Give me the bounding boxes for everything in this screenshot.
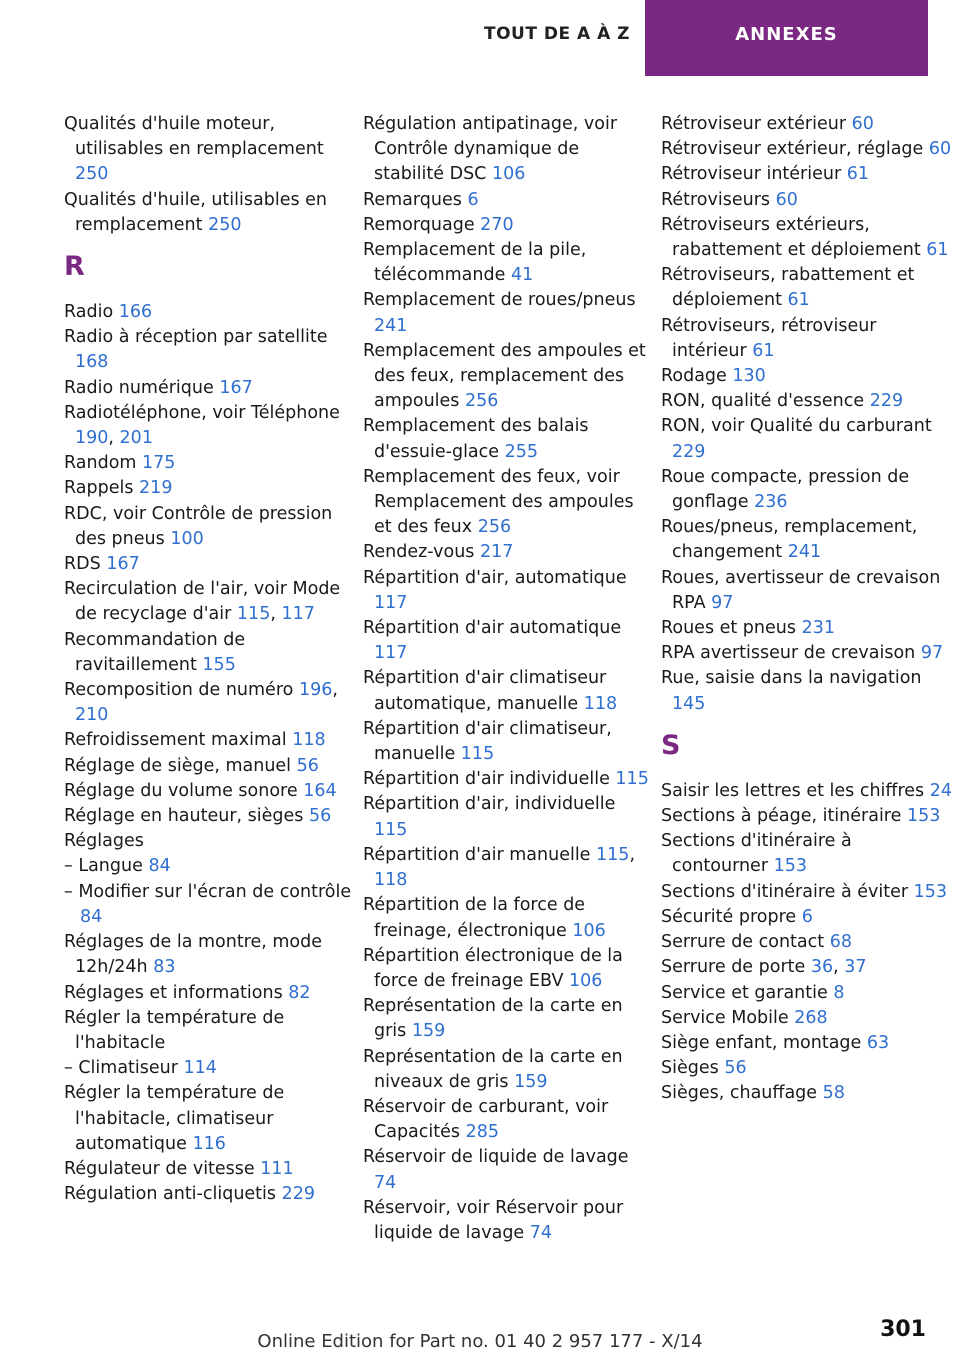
page-reference-link[interactable]: 241	[374, 315, 408, 336]
index-term: Remplacement de la pile, télécommande	[363, 240, 587, 286]
index-entry	[64, 1081, 354, 1157]
page-reference-link[interactable]: 118	[583, 693, 618, 714]
index-entry	[363, 994, 653, 1044]
index-entry	[64, 112, 354, 188]
index-term: Répartition d'air climatiseur automatique, manuelle	[363, 668, 607, 714]
page-reference-link[interactable]: 37	[844, 957, 867, 978]
index-entry	[64, 1182, 354, 1207]
index-term: Roues et pneus	[661, 618, 796, 639]
index-entry	[363, 767, 653, 792]
index-entry: Radiotéléphone, voir Téléphone 190, 201	[64, 402, 340, 449]
index-letter-heading: S	[661, 729, 681, 761]
index-entry: Répartition d'air manuelle 115, 118	[363, 844, 636, 891]
index-entry	[661, 162, 953, 187]
page-reference-link[interactable]: 60	[928, 139, 952, 160]
page-reference-link[interactable]: 74	[374, 1172, 397, 1193]
index-column-1	[64, 112, 354, 1207]
page-reference-link[interactable]: 229	[672, 441, 706, 462]
index-term: Rappels	[64, 478, 134, 499]
index-entry	[363, 1196, 653, 1246]
page-reference-link[interactable]: 115	[236, 604, 271, 625]
page-reference-link[interactable]: 256	[477, 517, 512, 538]
index-term: Répartition électronique de la force de freinage EBV	[363, 945, 623, 991]
index-term: Service et garantie	[661, 982, 828, 1003]
page-reference-link[interactable]: 116	[192, 1133, 226, 1154]
page-reference-link[interactable]: 83	[153, 957, 176, 978]
index-entry	[661, 1081, 953, 1106]
page-reference-link[interactable]: 61	[846, 164, 870, 185]
index-term: Répartition d'air individuelle	[363, 769, 610, 790]
index-term: Climatiseur	[78, 1058, 178, 1079]
index-entry	[363, 666, 653, 716]
index-term: Réglages et informations	[64, 982, 283, 1003]
page-reference-link[interactable]: 8	[833, 982, 845, 1003]
index-entry	[64, 451, 354, 476]
page-reference-link[interactable]: 61	[926, 240, 949, 261]
page-reference-link[interactable]: 97	[920, 643, 944, 664]
index-term: Remplacement des feux, voir Remplacement des ampoules et des feux	[363, 466, 634, 538]
page-reference-link[interactable]: 168	[75, 352, 109, 373]
index-term: Roues, avertisseur de crevaison RPA	[661, 567, 941, 613]
index-term: Répartition d'air, automatique	[363, 567, 627, 588]
index-entry	[363, 792, 653, 842]
index-term: Roues/pneus, remplacement, changement	[661, 517, 918, 563]
index-entry	[64, 325, 354, 375]
page-reference-link[interactable]: 36	[810, 957, 834, 978]
page-reference-link[interactable]: 118	[374, 870, 408, 891]
index-entry	[64, 376, 354, 401]
chapter-tab[interactable]: ANNEXES	[645, 0, 928, 76]
index-entry	[363, 717, 653, 767]
index-entry	[64, 829, 354, 854]
index-term: Rétroviseur extérieur, réglage	[661, 139, 924, 160]
index-column-2	[363, 112, 653, 1246]
page-reference-link[interactable]: 115	[374, 819, 408, 840]
index-entry	[661, 465, 953, 515]
index-entry	[363, 188, 653, 213]
index-entry	[661, 905, 953, 930]
index-entry	[64, 754, 354, 779]
page-reference-link[interactable]: 196	[298, 680, 333, 701]
page-reference-link[interactable]: 166	[118, 302, 153, 323]
page-reference-link[interactable]: 56	[296, 755, 319, 776]
index-term: Réglages de la montre, mode 12h/24h	[64, 932, 323, 978]
index-term: Serrure de contact	[661, 932, 825, 953]
page-reference-link[interactable]: 167	[219, 377, 253, 398]
index-entry	[661, 1056, 953, 1081]
index-entry: Serrure de porte 36, 37	[661, 957, 867, 978]
section-title: TOUT DE A À Z	[484, 24, 630, 44]
page-reference-link[interactable]: 24	[929, 780, 953, 801]
index-term: Rétroviseurs	[661, 189, 771, 210]
index-term: Remplacement de roues/pneus	[363, 290, 636, 311]
page-reference-link[interactable]: 56	[308, 806, 332, 827]
index-term: Représentation de la carte en gris	[363, 996, 623, 1042]
page-reference-link[interactable]: 229	[869, 391, 904, 412]
index-term: Rétroviseurs, rabattement et déploiement	[661, 265, 915, 311]
index-entry	[363, 213, 653, 238]
index-entry	[64, 804, 354, 829]
index-entry	[363, 1145, 653, 1195]
index-entry	[661, 616, 953, 641]
index-entry: Recirculation de l'air, voir Mode de recyclage d'air 115, 117	[64, 579, 341, 625]
index-entry	[363, 616, 653, 666]
page-reference-link[interactable]: 167	[106, 554, 140, 575]
page-reference-link[interactable]: 217	[480, 542, 514, 563]
index-term: Sièges	[661, 1058, 719, 1079]
page-reference-link[interactable]: 84	[148, 856, 171, 877]
page-reference-link[interactable]: 145	[672, 693, 706, 714]
index-entry	[363, 1095, 653, 1145]
index-term: Répartition d'air, individuelle	[363, 794, 616, 815]
index-term: Rétroviseur intérieur	[661, 164, 842, 185]
index-term: Radio	[64, 302, 114, 323]
index-term: Modifier sur l'écran de contrôle	[78, 881, 352, 902]
index-entry	[661, 566, 953, 616]
index-term: Rendez-vous	[363, 542, 475, 563]
page-reference-link[interactable]: 84	[80, 906, 103, 927]
index-subentry	[64, 880, 354, 930]
index-term: Répartition de la force de freinage, électronique	[363, 895, 586, 941]
index-entry	[661, 389, 953, 414]
page-reference-link[interactable]: 231	[801, 618, 835, 639]
index-entry	[363, 1045, 653, 1095]
index-entry	[64, 502, 354, 552]
index-term: Rétroviseur extérieur	[661, 114, 847, 134]
index-entry	[64, 930, 354, 980]
page-reference-link[interactable]: 74	[529, 1222, 553, 1243]
page-reference-link[interactable]: 164	[303, 780, 337, 801]
page-reference-link[interactable]: 117	[374, 643, 408, 664]
page-reference-link[interactable]: 153	[773, 856, 808, 877]
index-term: Sièges, chauffage	[661, 1083, 818, 1104]
index-term: Réglages	[64, 831, 144, 852]
index-term: Rétroviseurs, rétroviseur intérieur	[661, 315, 877, 361]
index-entry	[661, 804, 953, 829]
index-term: Réglage du volume sonore	[64, 780, 298, 801]
page-reference-link[interactable]: 256	[465, 391, 499, 412]
index-entry	[661, 981, 953, 1006]
index-term: Radio à réception par satellite	[64, 327, 328, 348]
edition-footer: Online Edition for Part no. 01 40 2 957 177 - X/14	[257, 1331, 703, 1352]
index-term: Siège enfant, montage	[661, 1032, 862, 1053]
page-reference-link[interactable]: 236	[754, 492, 788, 513]
page-reference-link[interactable]: 219	[139, 478, 173, 499]
page-reference-link[interactable]: 63	[866, 1032, 890, 1053]
index-entry	[661, 1006, 953, 1031]
index-term: Refroidissement maximal	[64, 730, 287, 751]
index-term: Service Mobile	[661, 1007, 789, 1028]
index-entry	[661, 188, 953, 213]
page-reference-link[interactable]: 210	[75, 705, 109, 726]
index-term: Recommandation de ravitaillement	[64, 629, 246, 675]
page-reference-link[interactable]: 270	[480, 214, 514, 235]
index-entry	[661, 779, 953, 804]
page-reference-link[interactable]: 175	[142, 453, 176, 474]
index-term: Random	[64, 453, 137, 474]
page-reference-link[interactable]: 6	[467, 189, 479, 210]
index-term: Réservoir de carburant, voir Capacités	[363, 1096, 609, 1143]
page-reference-link[interactable]: 6	[801, 906, 813, 927]
index-term: Rue, saisie dans la navigation	[661, 668, 922, 689]
page-number: 301	[880, 1317, 926, 1342]
index-entry	[661, 666, 953, 716]
index-term: Réglage en hauteur, sièges	[64, 806, 304, 827]
index-term: Répartition d'air climatiseur, manuelle	[363, 718, 612, 765]
page-reference-link[interactable]: 68	[829, 932, 852, 953]
index-term: Régler la température de l'habitacle	[64, 1007, 285, 1053]
index-entry	[64, 552, 354, 577]
index-subentry	[64, 1056, 354, 1081]
index-entry	[363, 893, 653, 943]
index-entry	[661, 314, 953, 364]
index-term: Répartition d'air automatique	[363, 618, 622, 639]
index-term: Représentation de la carte en niveaux de gris	[363, 1046, 623, 1092]
index-term: Recomposition de numéro	[64, 680, 294, 701]
index-entry	[363, 238, 653, 288]
index-term: Serrure de porte	[661, 957, 806, 978]
index-entry	[661, 829, 953, 879]
index-entry	[661, 930, 953, 955]
index-term: Régler la température de l'habitacle, climatiseur automatique	[64, 1083, 285, 1154]
index-entry	[64, 476, 354, 501]
page-reference-link[interactable]: 118	[292, 730, 326, 751]
index-term: Régulation anti-cliquetis	[64, 1184, 277, 1205]
page-reference-link[interactable]: 106	[569, 970, 603, 991]
index-term: Qualités d'huile moteur, utilisables en remplacement	[64, 114, 324, 160]
page-reference-link[interactable]: 61	[787, 290, 810, 311]
page-reference-link[interactable]: 285	[465, 1122, 499, 1143]
index-term: Sécurité propre	[661, 906, 797, 927]
page-reference-link[interactable]: 115	[460, 744, 495, 765]
index-entry	[661, 213, 953, 263]
index-term: RPA avertisseur de crevaison	[661, 643, 916, 664]
page-reference-link[interactable]: 190	[75, 428, 109, 449]
index-entry	[363, 465, 653, 541]
index-entry	[363, 566, 653, 616]
index-entry	[363, 944, 653, 994]
index-entry	[661, 364, 953, 389]
page-reference-link[interactable]: 97	[711, 592, 734, 613]
page-reference-link[interactable]: 106	[572, 920, 606, 941]
page-reference-link[interactable]: 117	[374, 592, 408, 613]
page-reference-link[interactable]: 229	[281, 1184, 316, 1205]
page-reference-link[interactable]: 153	[913, 881, 948, 902]
page-reference-link[interactable]: 159	[514, 1071, 548, 1092]
page-reference-link[interactable]: 106	[491, 164, 526, 185]
index-entry	[661, 414, 953, 464]
index-term: Régulateur de vitesse	[64, 1158, 255, 1179]
index-entry	[363, 339, 653, 415]
index-entry	[661, 880, 953, 905]
index-term: Remarques	[363, 189, 462, 210]
page-reference-link[interactable]: 155	[202, 654, 236, 675]
index-entry	[661, 137, 953, 162]
index-term: Réglage de siège, manuel	[64, 755, 292, 776]
page-reference-link[interactable]: 117	[281, 604, 315, 625]
index-term: Radiotéléphone, voir Téléphone	[64, 402, 340, 423]
index-entry	[661, 112, 953, 137]
index-term: Sections d'itinéraire à éviter	[661, 881, 909, 902]
page-reference-link[interactable]: 58	[822, 1083, 845, 1104]
index-term: Qualités d'huile, utilisables en remplacement	[64, 189, 327, 235]
index-entry	[64, 188, 354, 238]
index-term: RON, qualité d'essence	[661, 391, 865, 412]
page-reference-link[interactable]: 61	[752, 340, 775, 361]
index-entry	[661, 641, 953, 666]
page-reference-link[interactable]: 130	[732, 366, 766, 387]
page-reference-link[interactable]: 114	[183, 1058, 217, 1079]
index-subentry	[64, 854, 354, 879]
index-entry	[661, 515, 953, 565]
index-entry	[64, 628, 354, 678]
index-entry	[64, 1006, 354, 1056]
page-reference-link[interactable]: 115	[596, 844, 630, 865]
index-term: Répartition d'air manuelle	[363, 844, 591, 865]
page-reference-link[interactable]: 111	[260, 1158, 294, 1179]
index-letter-heading: R	[64, 251, 85, 283]
page-reference-link[interactable]: 268	[794, 1007, 828, 1028]
index-term: Régulation antipatinage, voir Contrôle dynamique de stabilité DSC	[363, 114, 618, 185]
index-term: Roue compacte, pression de gonflage	[661, 466, 910, 513]
index-entry	[64, 728, 354, 753]
page-reference-link[interactable]: 60	[851, 114, 874, 134]
page-reference-link[interactable]: 153	[906, 806, 941, 827]
page-reference-link[interactable]: 100	[170, 528, 204, 549]
index-term: Réservoir, voir Réservoir pour liquide de lavage	[363, 1197, 624, 1243]
page-reference-link[interactable]: 41	[510, 265, 534, 286]
index-entry: Recomposition de numéro 196, 210	[64, 680, 338, 726]
index-column-3	[661, 112, 953, 1107]
index-term: Recirculation de l'air, voir Mode de recyclage d'air	[64, 579, 341, 625]
index-term: Réservoir de liquide de lavage	[363, 1147, 629, 1168]
index-term: Remplacement des balais d'essuie-glace	[363, 416, 589, 462]
index-entry	[661, 263, 953, 313]
index-entry	[363, 540, 653, 565]
index-term: RON, voir Qualité du carburant	[661, 416, 932, 437]
index-entry	[661, 1031, 953, 1056]
page-reference-link[interactable]: 60	[775, 189, 798, 210]
page-reference-link[interactable]: 255	[504, 441, 539, 462]
page-reference-link[interactable]: 241	[787, 542, 822, 563]
index-term: RDC, voir Contrôle de pression des pneus	[64, 503, 333, 549]
index-term: Sections d'itinéraire à contourner	[661, 831, 852, 877]
index-term: Sections à péage, itinéraire	[661, 806, 902, 827]
index-entry	[64, 1157, 354, 1182]
index-entry	[64, 981, 354, 1006]
index-term: Rétroviseurs extérieurs, rabattement et déploiement	[661, 214, 921, 261]
index-entry	[363, 112, 653, 188]
page-reference-link[interactable]: 56	[724, 1058, 747, 1079]
index-term: Rodage	[661, 366, 727, 387]
page-reference-link[interactable]: 82	[288, 982, 311, 1003]
index-entry	[64, 300, 354, 325]
page-reference-link[interactable]: 250	[75, 164, 109, 185]
index-entry	[64, 779, 354, 804]
index-entry	[363, 288, 653, 338]
page-reference-link[interactable]: 115	[615, 769, 649, 790]
index-term: RDS	[64, 554, 101, 575]
page-reference-link[interactable]: 159	[411, 1021, 446, 1042]
index-term: Langue	[78, 856, 143, 877]
index-term: Saisir les lettres et les chiffres	[661, 780, 925, 801]
index-term: Remorquage	[363, 214, 475, 235]
page-reference-link[interactable]: 201	[119, 428, 153, 449]
index-entry	[363, 414, 653, 464]
index-term: Remplacement des ampoules et des feux, remplacement des ampoules	[363, 340, 646, 412]
index-term: Radio numérique	[64, 377, 214, 398]
page-reference-link[interactable]: 250	[208, 214, 242, 235]
